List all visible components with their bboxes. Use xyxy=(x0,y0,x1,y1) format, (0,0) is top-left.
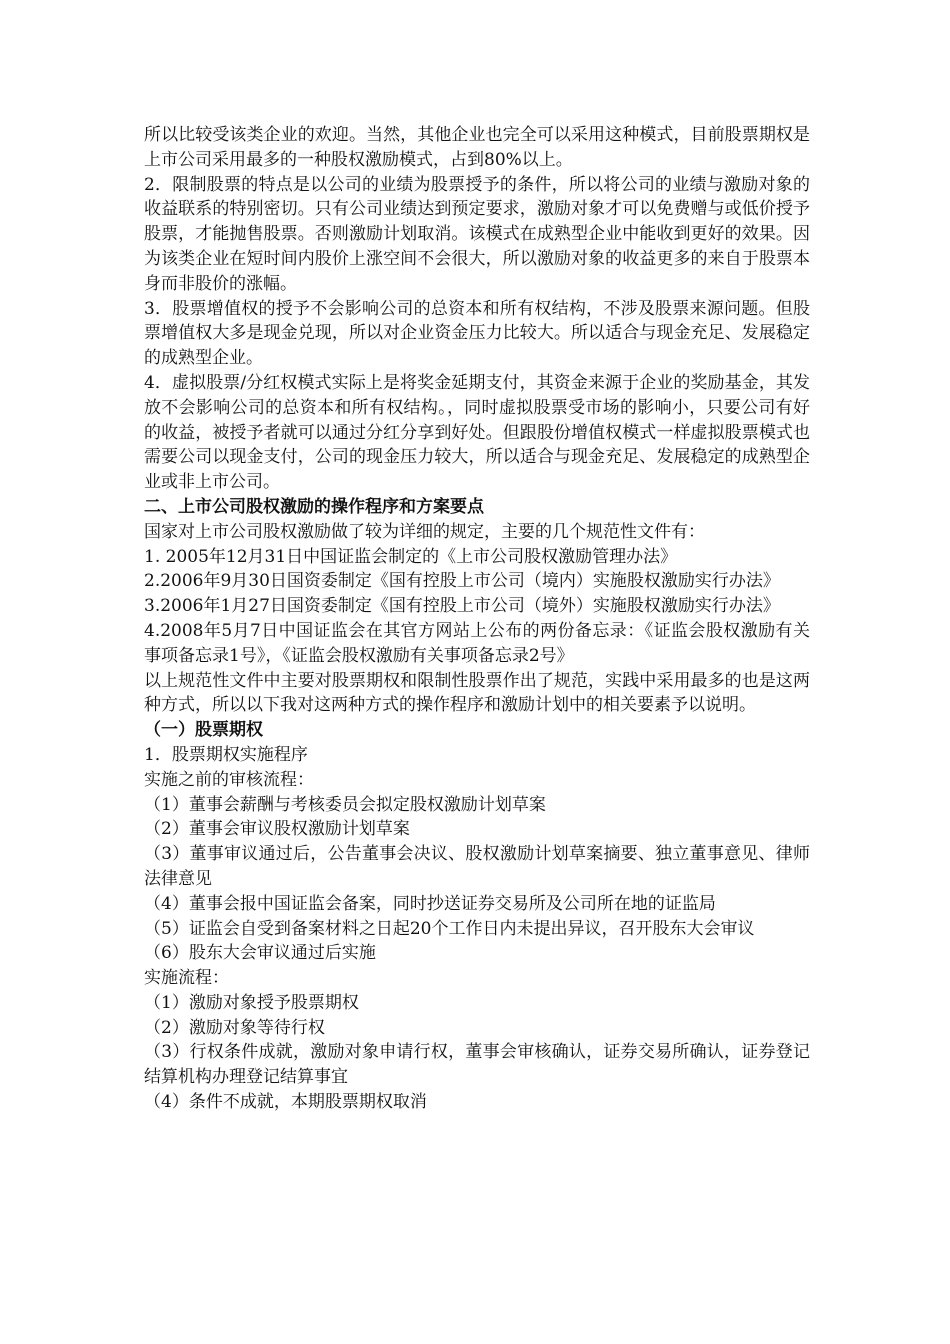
list-item: （4）董事会报中国证监会备案，同时抄送证券交易所及公司所在地的证监局 xyxy=(144,893,716,914)
paragraph: 实施流程： xyxy=(144,968,229,989)
list-item: （3）董事审议通过后，公告董事会决议、股权激励计划草案摘要、独立董事意见、律师法律意见 xyxy=(144,844,810,889)
paragraph: 实施之前的审核流程： xyxy=(144,769,314,790)
paragraph: 2．限制股票的特点是以公司的业绩为股票授予的条件，所以将公司的业绩与激励对象的收益联系的特别密切。只有公司业绩达到预定要求，激励对象才可以免费赠与或低价授予股票，才能抛售股票。否则激励计划取消。该模式在成熟型企业中能收到更好的效果。因为该类企业在短时间内股价上涨空间不会很大，所以激励对象的收益更多的来自于股票本身而非股价的涨幅。 xyxy=(144,174,810,294)
paragraph: 以上规范性文件中主要对股票期权和限制性股票作出了规范，实践中采用最多的也是这两种方式，所以以下我对这两种方式的操作程序和激励计划中的相关要素予以说明。 xyxy=(144,670,810,716)
section-heading: 二、上市公司股权激励的操作程序和方案要点 xyxy=(144,496,484,517)
paragraph: 国家对上市公司股权激励做了较为详细的规定，主要的几个规范性文件有： xyxy=(144,521,705,542)
list-item: （1）激励对象授予股票期权 xyxy=(144,992,359,1013)
paragraph: 所以比较受该类企业的欢迎。当然，其他企业也完全可以采用这种模式，目前股票期权是上市公司采用最多的一种股权激励模式，占到80%以上。 xyxy=(144,125,810,170)
subsection-heading: （一）股票期权 xyxy=(144,720,263,741)
list-item: 3.2006年1月27日国资委制定《国有控股上市公司（境外）实施股权激励实行办法》 xyxy=(144,596,780,617)
list-item: 2.2006年9月30日国资委制定《国有控股上市公司（境内）实施股权激励实行办法》 xyxy=(144,571,780,592)
document-page xyxy=(144,123,810,1115)
list-item: （6）股东大会审议通过后实施 xyxy=(144,943,376,964)
list-item: （5）证监会自受到备案材料之日起20个工作日内未提出异议，召开股东大会审议 xyxy=(144,918,755,939)
list-item: （2）激励对象等待行权 xyxy=(144,1017,325,1038)
paragraph: 3．股票增值权的授予不会影响公司的总资本和所有权结构，不涉及股票来源问题。但股票增值权大多是现金兑现，所以对企业资金压力比较大。所以适合与现金充足、发展稳定的成熟型企业。 xyxy=(144,298,810,369)
list-item: 1. 2005年12月31日中国证监会制定的《上市公司股权激励管理办法》 xyxy=(144,546,678,567)
list-item: 4.2008年5月7日中国证监会在其官方网站上公布的两份备忘录：《证监会股权激励有关事项备忘录1号》，《证监会股权激励有关事项备忘录2号》 xyxy=(144,620,810,666)
list-item: （1）董事会薪酬与考核委员会拟定股权激励计划草案 xyxy=(144,794,546,815)
list-item: （4）条件不成就，本期股票期权取消 xyxy=(144,1092,427,1113)
paragraph: 4．虚拟股票/分红权模式实际上是将奖金延期支付，其资金来源于企业的奖励基金，其发放不会影响公司的总资本和所有权结构。，同时虚拟股票受市场的影响小，只要公司有好的收益，被授予者就可以通过分红分享到好处。但跟股份增值权模式一样虚拟股票模式也需要公司以现金支付，公司的现金压力较大，所以适合与现金充足、发展稳定的成熟型企业或非上市公司。 xyxy=(144,372,810,493)
paragraph: 1．股票期权实施程序 xyxy=(144,744,308,765)
list-item: （2）董事会审议股权激励计划草案 xyxy=(144,819,410,840)
list-item: （3）行权条件成就，激励对象申请行权，董事会审核确认，证券交易所确认，证券登记结算机构办理登记结算事宜 xyxy=(144,1042,810,1088)
